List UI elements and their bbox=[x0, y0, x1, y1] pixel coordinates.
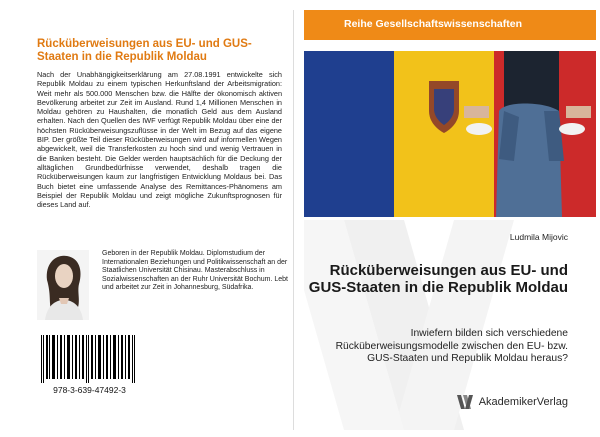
front-cover bbox=[304, 10, 596, 430]
back-description: Nach der Unabhängigkeitserklärung am 27.08.1991 entwickelte sich Republik Moldau zu einem typischen Herkunftsland der Arbeitsmigration: Weit mehr als 500.000 Menschen bzw. die Hälfte der ökonomisch aktiven Bevölkerung arbeitet zur Zeit im Ausland. Rund 1,4 Millionen Menschen in Moldau gehören zu Haushalten, die monatlich Geld aus dem Ausland erhalten. Nach den Quellen des IWF verfügt Republik Moldau über eine der höchsten Rücküberweisungszuflüsse in der Welt im Bezug auf das eigene BIP. Der größte Teil dieser Rücküberweisungen wird auf informellen Wegen abgewickelt, weil die Transferkosten zu hoch sind und wenig Vertrauen in die Banken besteht. Die Gelder werden hauptsächlich für die Deckung der alltäglichen Grundbedürfnisse verwendet, deshalb tragen die Rücküberweisungen kaum zur langfristigen Entwicklung Moldaus bei. Das Buch bietet eine umfassende Analyse des Remittances-Phänomens am Beispiel der Republik Moldau und zeigt mögliche Zukunftsprognosen für dieses Land auf. bbox=[37, 70, 282, 210]
back-cover bbox=[27, 10, 292, 430]
publisher-name: AkademikerVerlag bbox=[478, 396, 568, 408]
series-name: Reihe Gesellschaftswissenschaften bbox=[344, 18, 522, 30]
back-title: Rücküberweisungen aus EU- und GUS-Staaten in die Republik Moldau bbox=[37, 38, 252, 63]
author-portrait-icon bbox=[37, 250, 89, 320]
isbn-number: 978-3-639-47492-3 bbox=[53, 385, 126, 395]
author-bio: Geboren in der Republik Moldau. Diplomstudium der Internationalen Beziehungen und Politikwissenschaft an der Staatlichen Universität Chisinau. Masterabschluss in Sozialwissenschaften an der Ruhr Universität Bochum. Lebt und arbeitet zur Zeit in Johannesburg, Südafrika. bbox=[102, 250, 288, 292]
front-subtitle: Inwiefern bilden sich verschiedene Rücküberweisungsmodelle zwischen den EU- bzw. GUS-Staaten und Republik Moldau heraus? bbox=[335, 328, 568, 364]
flag-photo-icon bbox=[304, 51, 596, 217]
publisher bbox=[457, 395, 568, 409]
front-author: Ludmila Mijovic bbox=[509, 232, 568, 242]
series-bar bbox=[304, 10, 596, 40]
publisher-logo-icon bbox=[457, 395, 477, 409]
front-title: Rücküberweisungen aus EU- und GUS-Staaten in die Republik Moldau bbox=[308, 262, 568, 296]
barcode-icon bbox=[37, 335, 142, 383]
